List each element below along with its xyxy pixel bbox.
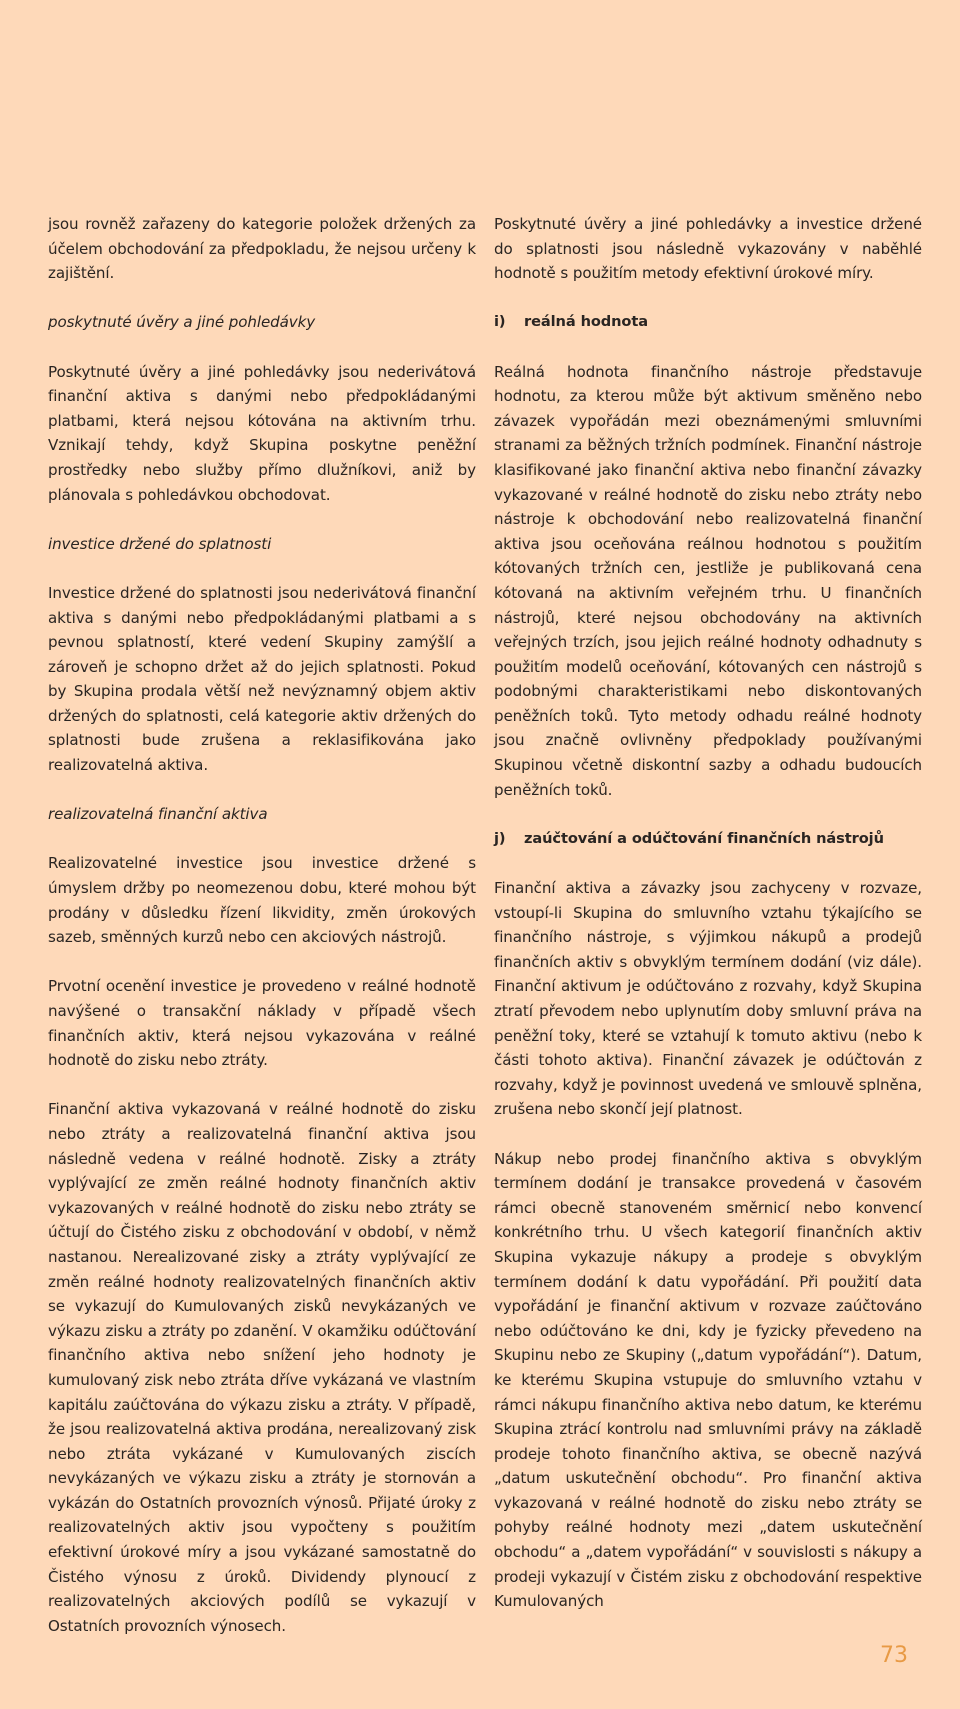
paragraph: Reálná hodnota finančního nástroje představuje hodnotu, za kterou může být aktivum směněno nebo závazek vypořádán mezi obeznámenými smluvními stranami za běžných tržních podmínek. Finanční nástroje klasifikované jako finanční aktiva nebo finanční závazky vykazované v reálné hodnotě do zisku nebo ztráty nebo nástroje k obchodování nebo realizovatelná finanční aktiva jsou oceňována reálnou hodnotou s použitím kótovaných tržních cen, jestliže je publikovaná cena kótovaná na aktivním veřejném trhu. U finančních nástrojů, které nejsou obchodovány na aktivních veřejných trzích, jsou jejich reálné hodnoty odhadnuty s použitím modelů oceňování, kótovaných cen nástrojů s podobnými charakteristikami nebo diskontovaných peněžních toků. Tyto metody odhadu reálné hodnoty jsou značně ovlivněny předpoklady používanými Skupinou včetně diskontní sazby a odhadu budoucích peněžních toků. [494,362,922,799]
subheading: realizovatelná finanční aktiva [48,805,268,824]
section-heading [494,827,922,852]
paragraph: Finanční aktiva a závazky jsou zachyceny v rozvaze, vstoupí-li Skupina do smluvního vztahu týkajícího se finančního nástroje, s výjimkou nákupů a prodejů finančních aktiv s obvyklým termínem dodání (viz dále). Finanční aktivum je odúčtováno z rozvahy, když Skupina ztratí převodem nebo uplynutím doby smluvní práva na peněžní toky, které se vztahují k tomuto aktivu (nebo k části tohoto aktiva). Finanční závazek je odúčtován z rozvahy, když je povinnost uvedená ve smlouvě splněna, zrušena nebo skončí její platnost. [494,879,922,1119]
subheading: investice držené do splatnosti [48,534,272,553]
section-letter: i) [494,313,506,331]
paragraph: jsou rovněž zařazeny do kategorie položek držených za účelem obchodování za předpokladu, že nejsou určeny k zajištění. [48,215,476,283]
page-number: 73 [880,1643,908,1668]
section-heading [494,310,922,335]
paragraph: Finanční aktiva vykazovaná v reálné hodnotě do zisku nebo ztráty a realizovatelná finanční aktiva jsou následně vedena v reálné hodnotě. Zisky a ztráty vyplývající ze změn reálné hodnoty finančních aktiv vykazovaných v reálné hodnotě do zisku nebo ztráty se účtují do Čistého zisku z obchodování v období, v němž nastanou. Nerealizované zisky a ztráty vyplývající ze změn reálné hodnoty realizovatelných finančních aktiv se vykazují do Kumulovaných zisků nevykázaných ve výkazu zisku a ztráty po zdanění. V okamžiku odúčtování finančního aktiva nebo snížení jeho hodnoty je kumulovaný zisk nebo ztráta dříve vykázaná ve vlastním kapitálu zaúčtována do výkazu zisku a ztráty. V případě, že jsou realizovatelná aktiva prodána, nerealizovaný zisk nebo ztráta vykázané v Kumulovaných ziscích nevykázaných ve výkazu zisku a ztráty je stornován a vykázán do Ostatních provozních výnosů. Přijaté úroky z realizovatelných aktiv jsou vypočteny s použitím efektivní úrokové míry a jsou vykázané samostatně do Čistého výnosu z úroků. Dividendy plynoucí z realizovatelných akciových podílů se vykazují v Ostatních provozních výnosech. [48,1100,476,1635]
paragraph: Prvotní ocenění investice je provedeno v reálné hodnotě navýšené o transakční náklady v případě všech finančních aktiv, která nejsou vykazována v reálné hodnotě do zisku nebo ztráty. [48,977,476,1070]
section-title: zaúčtování a odúčtování finančních nástrojů [524,829,884,847]
right-column [494,212,922,1614]
section-title: reálná hodnota [524,313,648,331]
paragraph: Poskytnuté úvěry a jiné pohledávky jsou nederivátová finanční aktiva s danými nebo předpokládanými platbami, která nejsou kótována na aktivním trhu. Vznikají tehdy, když Skupina poskytne peněžní prostředky nebo služby přímo dlužníkovi, aniž by plánovala s pohledávkou obchodovat. [48,362,476,504]
paragraph: Nákup nebo prodej finančního aktiva s obvyklým termínem dodání je transakce provedená v časovém rámci obecně stanoveném směrnicí nebo konvencí konkrétního trhu. U všech kategorií finančních aktiv Skupina vykazuje nákupy a prodeje s obvyklým termínem dodání k datu vypořádání. Při použití data vypořádání je finanční aktivum v rozvaze zaúčtováno nebo odúčtováno ke dni, kdy je fyzicky převedeno na Skupinu nebo ze Skupiny („datum vypořádání“). Datum, ke kterému Skupina vstupuje do smluvního vztahu v rámci nákupu finančního aktiva nebo datum, ke kterému Skupina ztrácí kontrolu nad smluvními právy na základě prodeje tohoto finančního aktiva, se obecně nazývá „datum uskutečnění obchodu“. Pro finanční aktiva vykazovaná v reálné hodnotě do zisku nebo ztráty se pohyby reálné hodnoty mezi „datem uskutečnění obchodu“ a „datem vypořádání“ v souvislosti s nákupy a prodeji vykazují v Čistém zisku z obchodování respektive Kumulovaných [494,1149,922,1611]
section-letter: j) [494,829,506,847]
paragraph: Poskytnuté úvěry a jiné pohledávky a investice držené do splatnosti jsou následně vykazovány v naběhlé hodnotě s použitím metody efektivní úrokové míry. [494,215,922,283]
subheading: poskytnuté úvěry a jiné pohledávky [48,313,316,332]
paragraph: Investice držené do splatnosti jsou nederivátová finanční aktiva s danými nebo předpokládanými platbami a s pevnou splatností, které vedení Skupiny zamýšlí a zároveň je schopno držet až do jejich splatnosti. Pokud by Skupina prodala větší než nevýznamný objem aktiv držených do splatnosti, celá kategorie aktiv držených do splatnosti bude zrušena a reklasifikována jako realizovatelná aktiva. [48,583,476,775]
left-column [48,212,476,1638]
paragraph: Realizovatelné investice jsou investice držené s úmyslem držby po neomezenou dobu, které mohou být prodány v důsledku řízení likvidity, změn úrokových sazeb, směnných kurzů nebo cen akciových nástrojů. [48,854,476,947]
